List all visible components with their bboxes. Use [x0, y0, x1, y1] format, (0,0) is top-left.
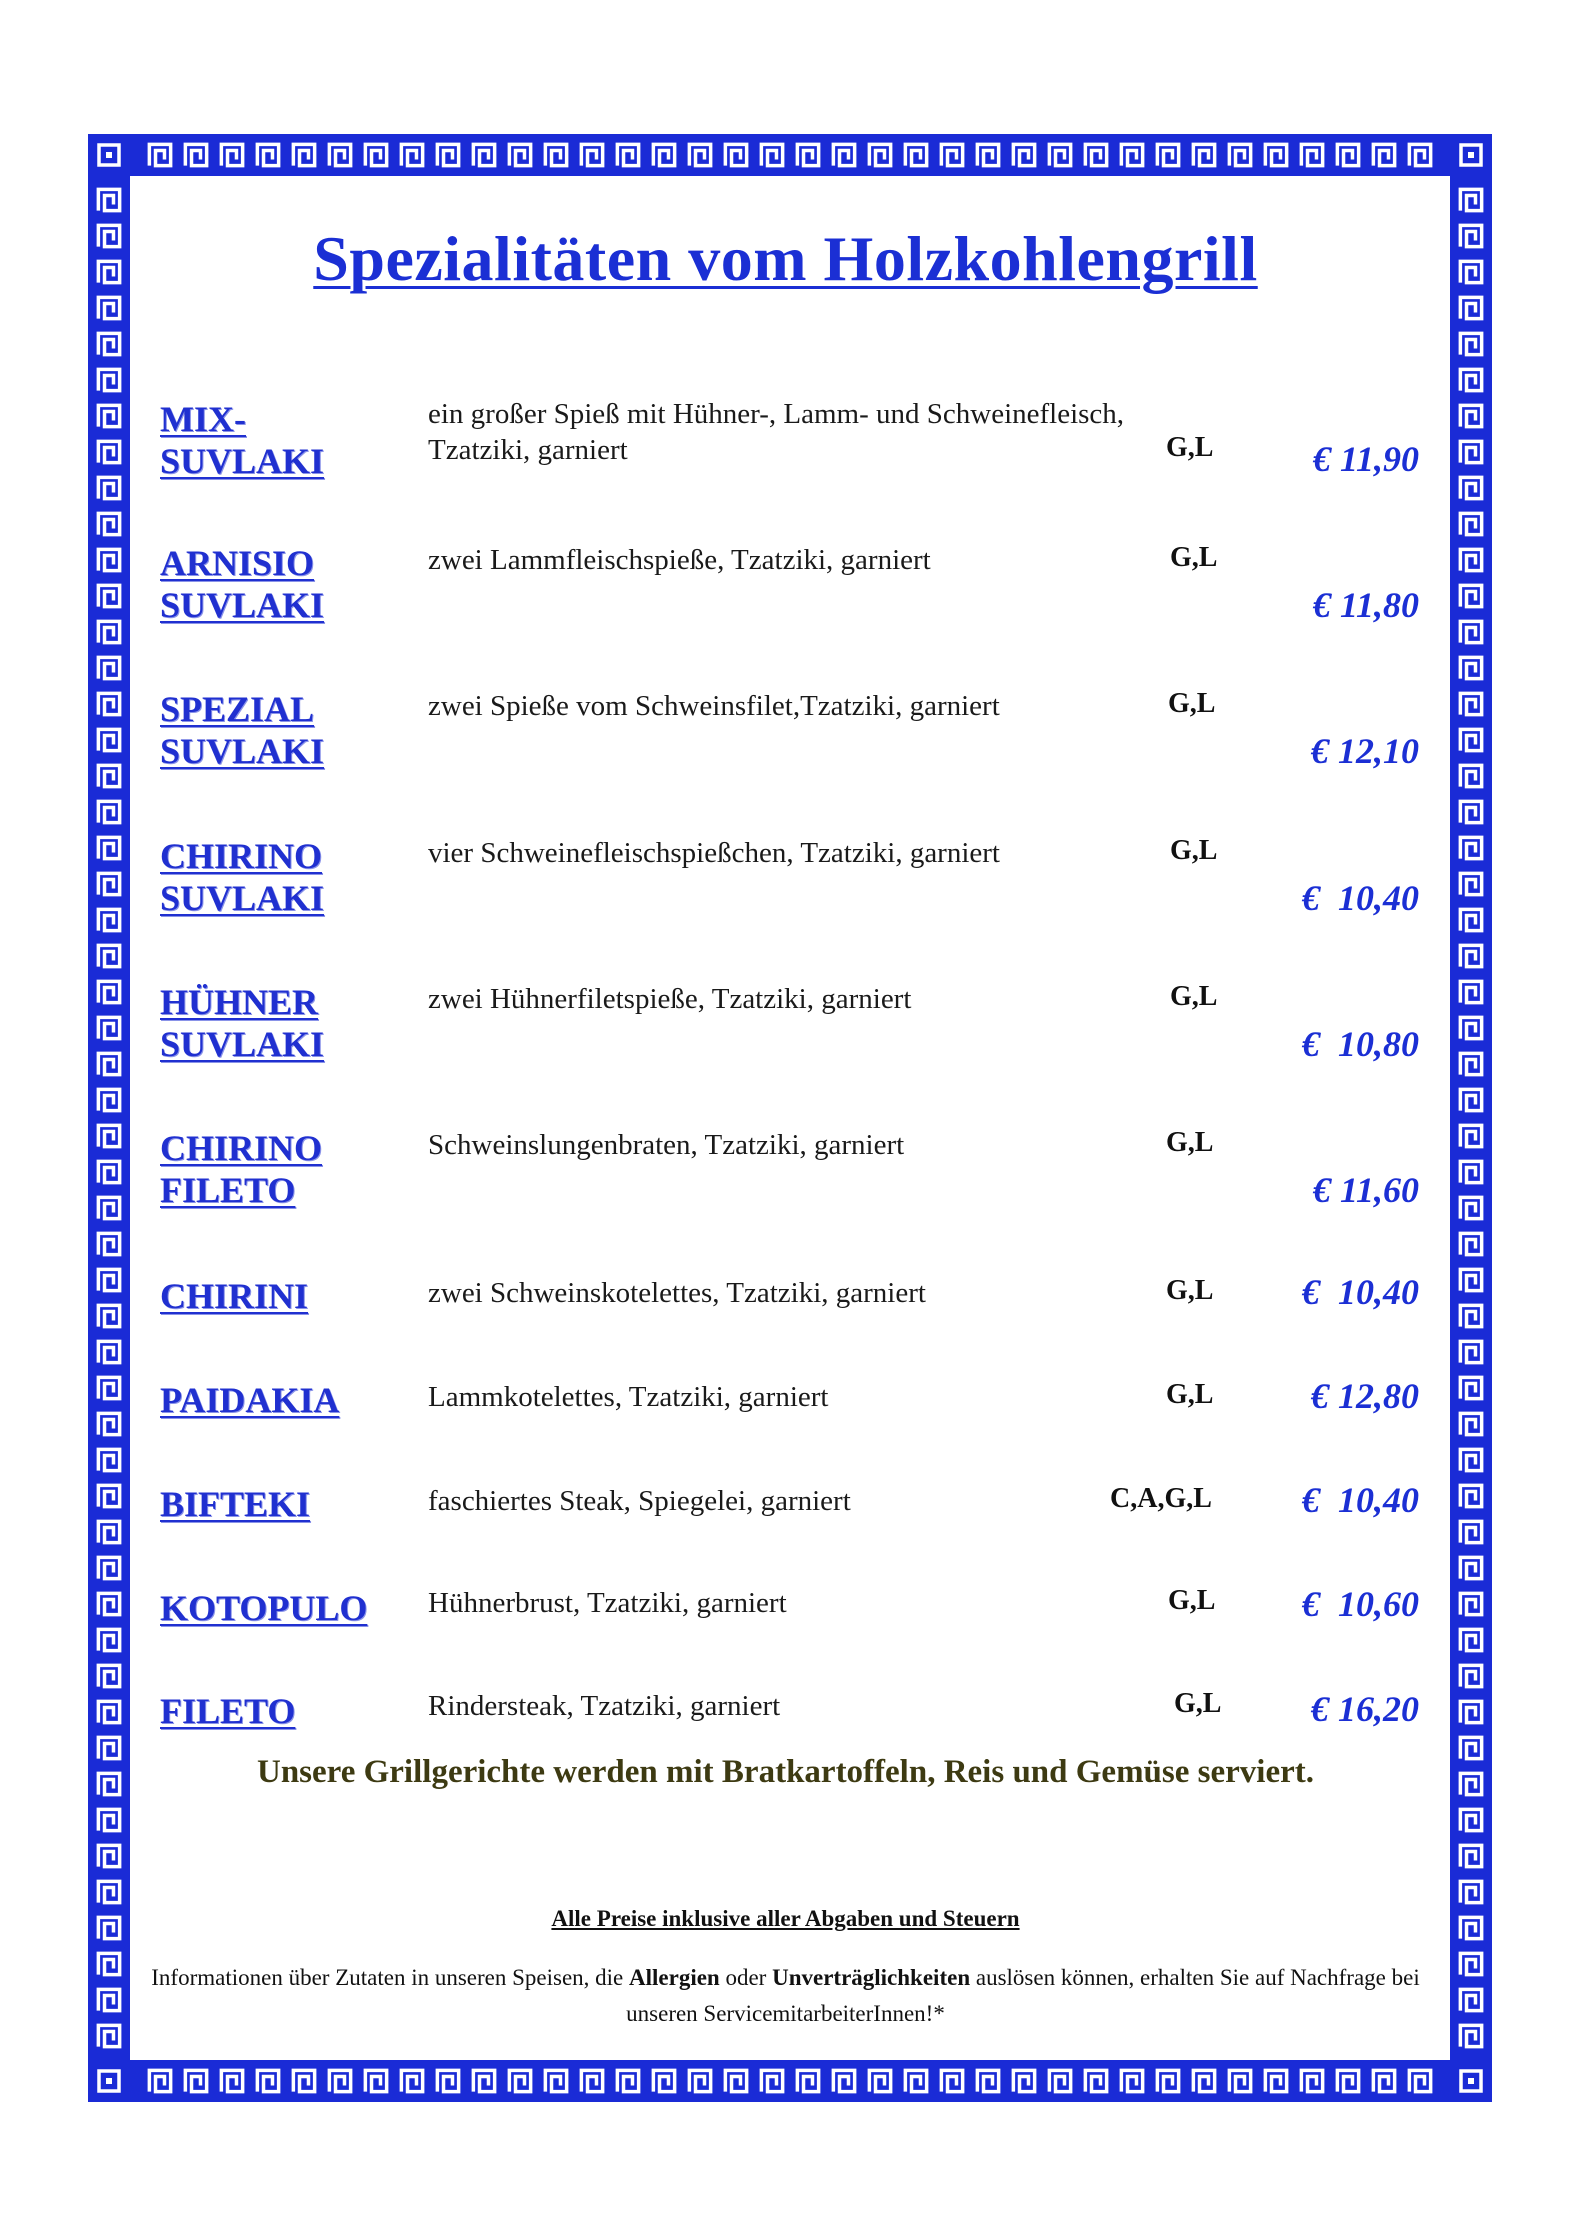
item-name: MIX- SUVLAKI [160, 399, 325, 481]
item-name: ARNISIO SUVLAKI [160, 543, 325, 625]
item-description: Rindersteak, Tzatziki, garniert [428, 1690, 781, 1722]
item-name: KOTOPULO [160, 1588, 368, 1628]
item-description: faschiertes Steak, Spiegelei, garniert [428, 1485, 851, 1517]
allergy-info [150, 1960, 1421, 2032]
intolerances-word: Unverträglichkeiten [772, 1965, 971, 1990]
item-name: CHIRINI [160, 1276, 309, 1316]
item-name: PAIDAKIA [160, 1380, 340, 1420]
item-description: ein großer Spieß mit Hühner-, Lamm- und Schweinefleisch, Tzatziki, garniert [428, 398, 1125, 466]
item-name: FILETO [160, 1691, 296, 1731]
item-description: vier Schweinefleischspießchen, Tzatziki, garniert [428, 837, 1000, 869]
item-allergens: G,L [1168, 688, 1216, 719]
item-name: SPEZIAL SUVLAKI [160, 689, 325, 771]
item-description: zwei Lammfleischspieße, Tzatziki, garniert [428, 544, 931, 576]
allergy-info-text: oder [719, 1965, 773, 1990]
item-description: Lammkotelettes, Tzatziki, garniert [428, 1381, 829, 1413]
item-allergens: G,L [1166, 1275, 1214, 1306]
item-name: CHIRINO SUVLAKI [160, 836, 325, 918]
item-price: € 11,60 [1312, 1170, 1419, 1210]
item-allergens: G,L [1170, 542, 1218, 573]
item-allergens: G,L [1170, 981, 1218, 1012]
item-name: CHIRINO FILETO [160, 1128, 323, 1210]
item-description: Hühnerbrust, Tzatziki, garniert [428, 1587, 787, 1619]
allergies-word: Allergien [629, 1965, 720, 1990]
item-price: € 12,10 [1311, 731, 1419, 771]
item-price: € 12,80 [1311, 1376, 1419, 1416]
item-description: Schweinslungenbraten, Tzatziki, garniert [428, 1129, 905, 1161]
side-dish-note: Unsere Grillgerichte werden mit Bratkartoffeln, Reis und Gemüse serviert. [257, 1754, 1314, 1790]
allergy-info-text: auslösen können, erhalten Sie auf Nachfrage bei unseren ServicemitarbeiterInnen!* [626, 1965, 1420, 2026]
item-name: BIFTEKI [160, 1484, 311, 1524]
item-price: € 10,80 [1302, 1024, 1419, 1064]
item-allergens: G,L [1166, 1379, 1214, 1410]
tax-notice: Alle Preise inklusive aller Abgaben und Steuern [551, 1906, 1020, 1931]
page-title: Spezialitäten vom Holzkohlengrill [313, 223, 1258, 294]
item-price: € 16,20 [1311, 1689, 1419, 1729]
item-allergens: C,A,G,L [1110, 1483, 1212, 1514]
allergy-info-text: Informationen über Zutaten in unseren Speisen, die [151, 1965, 630, 1990]
item-allergens: G,L [1168, 1585, 1216, 1616]
item-allergens: G,L [1170, 835, 1218, 866]
item-price: € 10,40 [1302, 1272, 1419, 1312]
item-price: € 11,90 [1312, 439, 1419, 479]
item-allergens: G,L [1166, 1127, 1214, 1158]
item-price: € 10,40 [1302, 1480, 1419, 1520]
item-description: zwei Schweinskotelettes, Tzatziki, garniert [428, 1277, 926, 1309]
item-allergens: G,L [1174, 1688, 1222, 1719]
item-price: € 11,80 [1312, 585, 1419, 625]
item-description: zwei Spieße vom Schweinsfilet,Tzatziki, garniert [428, 690, 1000, 722]
item-allergens: G,L [1166, 432, 1214, 463]
item-price: € 10,40 [1302, 878, 1419, 918]
item-price: € 10,60 [1302, 1584, 1419, 1624]
item-name: HÜHNER SUVLAKI [160, 982, 325, 1064]
item-description: zwei Hühnerfiletspieße, Tzatziki, garniert [428, 983, 912, 1015]
